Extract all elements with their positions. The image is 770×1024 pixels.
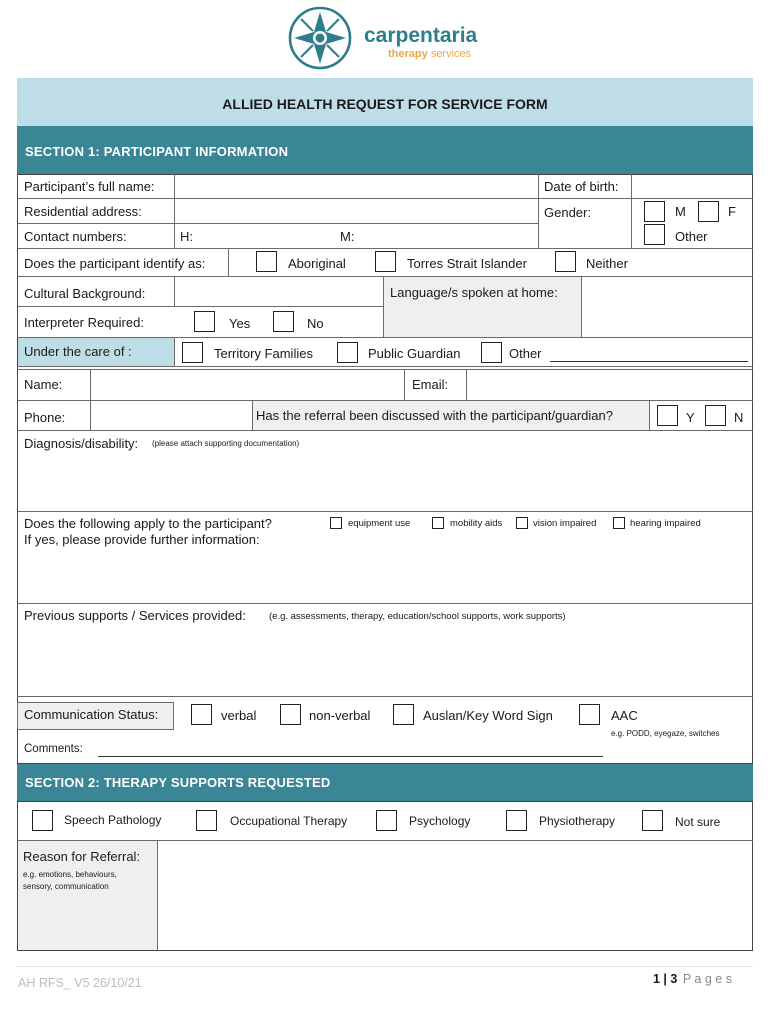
ot-label: Occupational Therapy xyxy=(230,814,348,828)
footer-divider xyxy=(17,966,753,967)
mobility-label: mobility aids xyxy=(450,518,503,529)
name-label: Name: xyxy=(24,377,63,392)
home-phone-label[interactable]: H: xyxy=(180,229,193,244)
language-label: Language/s spoken at home: xyxy=(390,285,558,300)
form-title: ALLIED HEALTH REQUEST FOR SERVICE FORM xyxy=(222,96,548,112)
vision-checkbox[interactable] xyxy=(516,517,528,529)
interpreter-no-checkbox[interactable] xyxy=(273,311,294,332)
speech-label: Speech Pathology xyxy=(64,813,162,827)
public-guardian-checkbox[interactable] xyxy=(337,342,358,363)
auslan-label: Auslan/Key Word Sign xyxy=(423,708,553,723)
footer-page-number: 1 | 3 P a g e s xyxy=(653,972,732,986)
previous-input[interactable] xyxy=(18,626,752,694)
psych-checkbox[interactable] xyxy=(376,810,397,831)
gender-m-label: M xyxy=(675,204,686,219)
logo-name: carpentaria xyxy=(364,24,478,47)
public-guardian-label: Public Guardian xyxy=(368,346,461,361)
tsi-checkbox[interactable] xyxy=(375,251,396,272)
aac-checkbox[interactable] xyxy=(579,704,600,725)
psych-label: Psychology xyxy=(409,814,471,828)
gender-other-label: Other xyxy=(675,229,708,244)
logo xyxy=(286,6,486,70)
reason-note-2: sensory, communication xyxy=(23,882,109,891)
language-input[interactable] xyxy=(583,278,751,336)
speech-checkbox[interactable] xyxy=(32,810,53,831)
ot-checkbox[interactable] xyxy=(196,810,217,831)
not-sure-checkbox[interactable] xyxy=(642,810,663,831)
compass-logo-icon xyxy=(286,6,354,70)
cultural-label: Cultural Background: xyxy=(24,286,146,301)
gender-f-label: F xyxy=(728,204,736,219)
diagnosis-note: (please attach supporting documentation) xyxy=(152,439,300,448)
hearing-label: hearing impaired xyxy=(630,518,701,529)
phone-input[interactable] xyxy=(92,401,251,429)
dob-input[interactable] xyxy=(633,175,751,197)
gender-other-checkbox[interactable] xyxy=(644,224,665,245)
discussed-label: Has the referral been discussed with the participant/guardian? xyxy=(256,408,613,423)
discussed-n-label: N xyxy=(734,410,744,425)
hearing-checkbox[interactable] xyxy=(613,517,625,529)
interpreter-yes-checkbox[interactable] xyxy=(194,311,215,332)
nonverbal-checkbox[interactable] xyxy=(280,704,301,725)
not-sure-label: Not sure xyxy=(675,815,721,829)
full-name-label: Participant’s full name: xyxy=(24,179,155,194)
email-label: Email: xyxy=(412,377,449,392)
identify-label: Does the participant identify as: xyxy=(24,256,206,271)
diagnosis-label: Diagnosis/disability: xyxy=(24,436,139,451)
tsi-label: Torres Strait Islander xyxy=(407,256,527,271)
equipment-label: equipment use xyxy=(348,518,411,529)
physio-checkbox[interactable] xyxy=(506,810,527,831)
comments-label: Comments: xyxy=(24,743,83,755)
mobility-checkbox[interactable] xyxy=(432,517,444,529)
verbal-label: verbal xyxy=(221,708,257,723)
comments-input[interactable] xyxy=(98,756,603,757)
gender-f-checkbox[interactable] xyxy=(698,201,719,222)
address-label: Residential address: xyxy=(24,204,142,219)
care-of-label: Under the care of : xyxy=(24,344,132,359)
footer-version: AH RFS_ V5 26/10/21 xyxy=(18,976,142,990)
discussed-n-checkbox[interactable] xyxy=(705,405,726,426)
physio-label: Physiotherapy xyxy=(539,814,616,828)
discussed-y-label: Y xyxy=(686,410,695,425)
address-input[interactable] xyxy=(176,200,536,222)
interpreter-label: Interpreter Required: xyxy=(24,315,144,330)
neither-checkbox[interactable] xyxy=(555,251,576,272)
equipment-checkbox[interactable] xyxy=(330,517,342,529)
full-name-input[interactable] xyxy=(176,175,536,197)
reason-label: Reason for Referral: xyxy=(23,849,141,864)
previous-note: (e.g. assessments, therapy, education/school supports, work supports) xyxy=(269,611,566,622)
care-other-checkbox[interactable] xyxy=(481,342,502,363)
previous-label: Previous supports / Services provided: xyxy=(24,608,246,623)
neither-label: Neither xyxy=(586,256,628,271)
vision-label: vision impaired xyxy=(533,518,597,529)
email-input[interactable] xyxy=(468,370,751,399)
phone-label: Phone: xyxy=(24,410,66,425)
care-other-label: Other xyxy=(509,346,542,361)
aboriginal-label: Aboriginal xyxy=(288,256,346,271)
aboriginal-checkbox[interactable] xyxy=(256,251,277,272)
reason-note-1: e.g. emotions, behaviours, xyxy=(23,870,117,879)
aac-label: AAC xyxy=(611,708,638,723)
apply-info: If yes, please provide further information: xyxy=(24,532,260,547)
apply-info-input[interactable] xyxy=(18,550,752,602)
contact-label: Contact numbers: xyxy=(24,229,127,244)
name-input[interactable] xyxy=(92,370,403,399)
nonverbal-label: non-verbal xyxy=(309,708,371,723)
interpreter-yes-label: Yes xyxy=(229,316,251,331)
gender-label: Gender: xyxy=(544,205,591,220)
section1-title: SECTION 1: PARTICIPANT INFORMATION xyxy=(25,144,289,159)
comm-status-label: Communication Status: xyxy=(24,707,159,722)
diagnosis-input[interactable] xyxy=(18,452,752,510)
interpreter-no-label: No xyxy=(307,316,324,331)
territory-families-label: Territory Families xyxy=(214,346,313,361)
territory-families-checkbox[interactable] xyxy=(182,342,203,363)
section2-title: SECTION 2: THERAPY SUPPORTS REQUESTED xyxy=(25,775,331,790)
verbal-checkbox[interactable] xyxy=(191,704,212,725)
auslan-checkbox[interactable] xyxy=(393,704,414,725)
mobile-phone-label[interactable]: M: xyxy=(340,229,355,244)
care-other-input[interactable] xyxy=(550,361,748,362)
discussed-y-checkbox[interactable] xyxy=(657,405,678,426)
gender-m-checkbox[interactable] xyxy=(644,201,665,222)
reason-input[interactable] xyxy=(159,842,752,950)
aac-note: e.g. PODD, eyegaze, switches xyxy=(611,729,720,738)
dob-label: Date of birth: xyxy=(544,179,619,194)
logo-subtitle: therapy services xyxy=(388,48,472,60)
cultural-input[interactable] xyxy=(176,278,382,305)
apply-question: Does the following apply to the participant? xyxy=(24,516,272,531)
